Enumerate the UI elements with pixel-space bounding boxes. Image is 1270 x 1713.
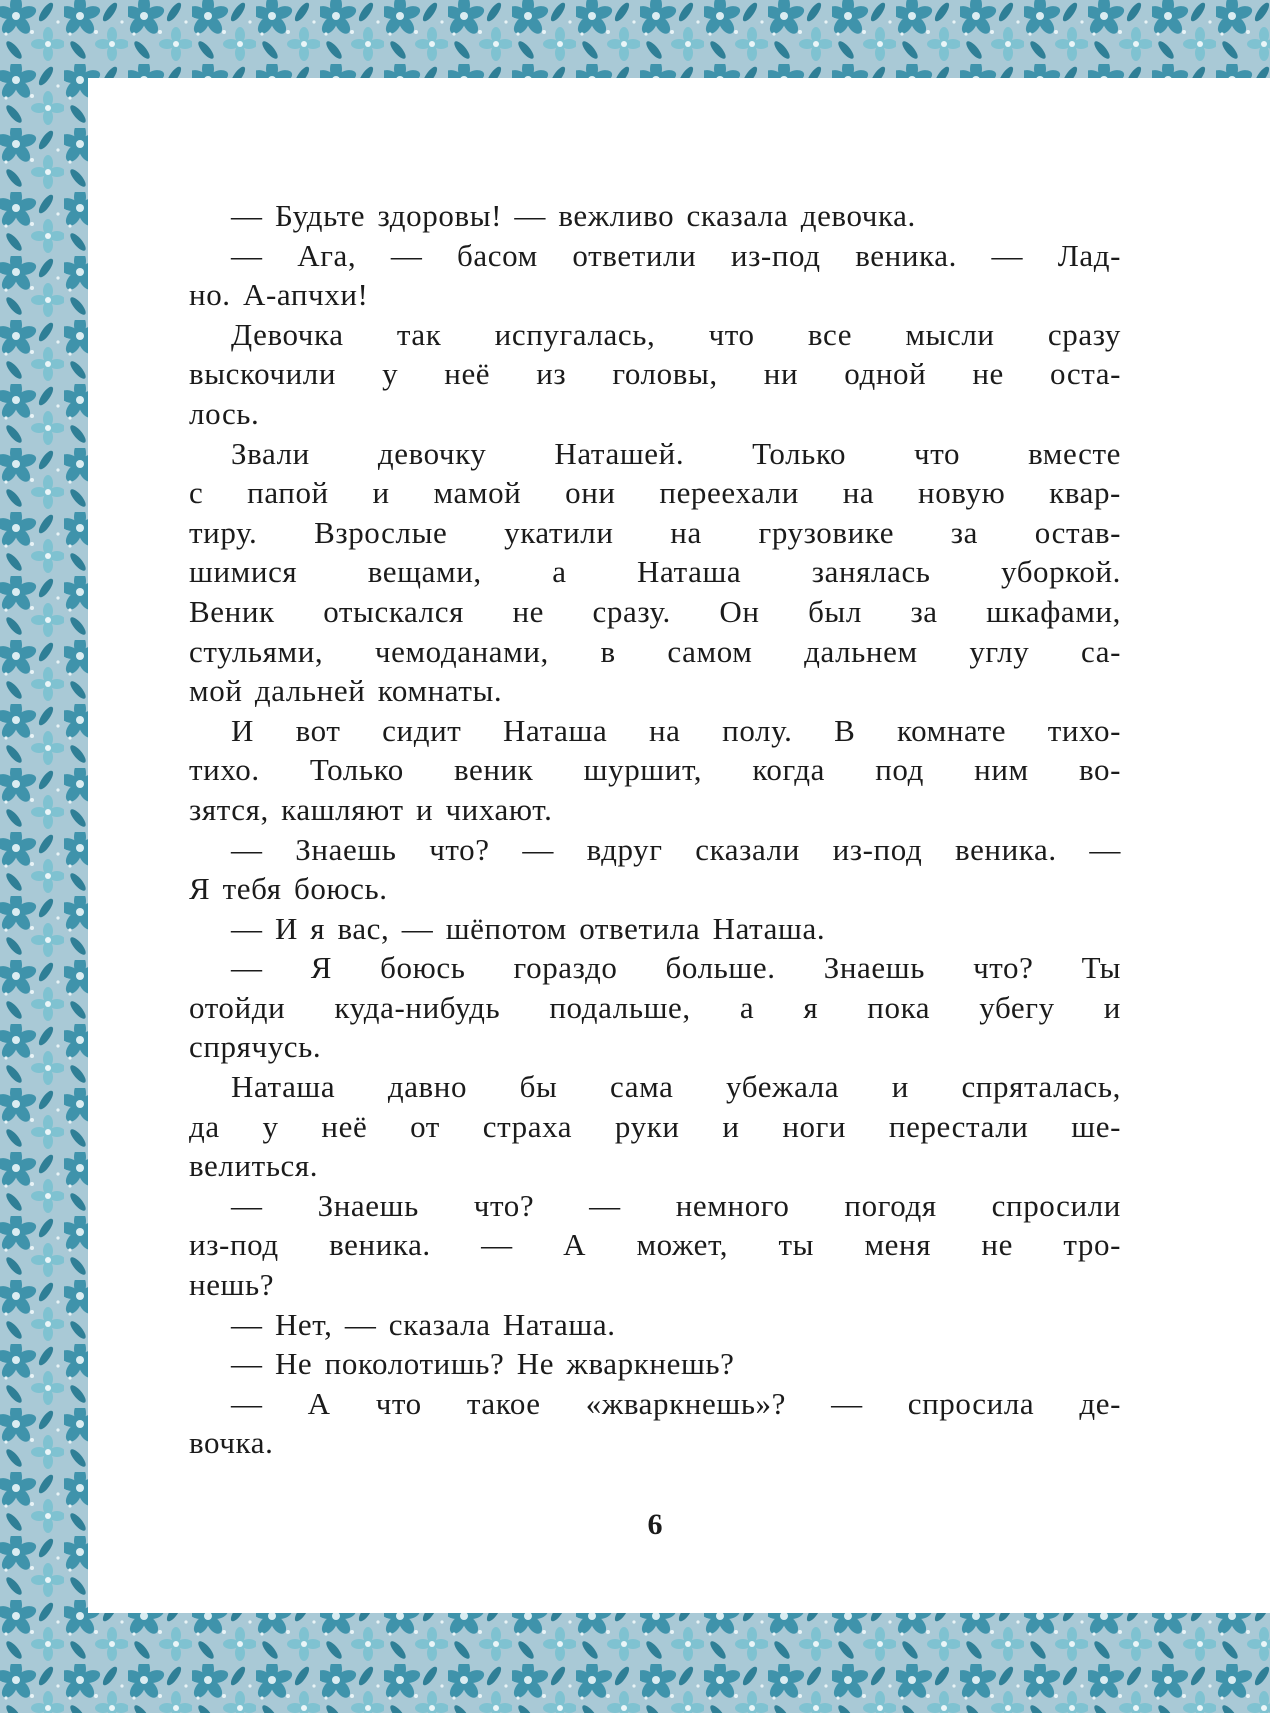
- paragraph: [189, 1186, 1121, 1305]
- paragraph: [189, 1344, 1121, 1384]
- text-line: — Не поколотишь? Не жваркнешь?: [231, 1346, 735, 1382]
- paragraph: [189, 1067, 1121, 1186]
- text-line: — И я вас, — шёпотом ответила Наташа.: [231, 910, 826, 946]
- text-line: Я тебя боюсь.: [189, 871, 388, 907]
- text-line: с папой и мамой они переехали на новую квар-: [189, 475, 1121, 511]
- text-line: выскочили у неё из головы, ни одной не оста-: [189, 356, 1121, 392]
- text-line: нешь?: [189, 1267, 275, 1303]
- text-line: Веник отыскался не сразу. Он был за шкафами,: [189, 593, 1121, 629]
- story-text: [189, 196, 1121, 1463]
- text-line: — Нет, — сказала Наташа.: [231, 1306, 616, 1342]
- text-line: отойди куда-нибудь подальше, а я пока убегу и: [189, 989, 1121, 1025]
- paragraph: [189, 711, 1121, 830]
- text-line: Наташа давно бы сама убежала и спряталась,: [231, 1069, 1121, 1105]
- page-number: 6: [647, 1508, 663, 1541]
- text-line: мой дальней комнаты.: [189, 673, 503, 709]
- paragraph: [189, 315, 1121, 434]
- paragraph: [189, 236, 1121, 315]
- text-line: да у неё от страха руки и ноги перестали ше-: [189, 1108, 1121, 1144]
- text-line: — Будьте здоровы! — вежливо сказала девочка.: [231, 198, 916, 233]
- paragraph: [189, 196, 1121, 236]
- text-line: — Знаешь что? — вдруг сказали из-под веника. —: [231, 831, 1121, 867]
- text-line: — А что такое «жваркнешь»? — спросила де-: [231, 1385, 1121, 1421]
- text-line: И вот сидит Наташа на полу. В комнате тихо-: [231, 712, 1121, 748]
- text-line: — Я боюсь гораздо больше. Знаешь что? Ты: [231, 950, 1121, 986]
- paragraph: [189, 830, 1121, 909]
- text-line: но. А-апчхи!: [189, 277, 369, 313]
- text-line: Девочка так испугалась, что все мысли сразу: [231, 316, 1121, 352]
- text-line: зятся, кашляют и чихают.: [189, 791, 553, 827]
- text-line: стульями, чемоданами, в самом дальнем углу са-: [189, 633, 1121, 669]
- text-line: велиться.: [189, 1148, 319, 1184]
- text-line: тихо. Только веник шуршит, когда под ним во-: [189, 752, 1121, 788]
- paragraph: [189, 434, 1121, 711]
- text-line: — Ага, — басом ответили из-под веника. — Лад-: [231, 237, 1121, 273]
- text-line: Звали девочку Наташей. Только что вместе: [231, 435, 1121, 471]
- paragraph: [189, 1305, 1121, 1345]
- text-line: тиру. Взрослые укатили на грузовике за остав-: [189, 514, 1121, 550]
- text-line: — Знаешь что? — немного погодя спросили: [231, 1187, 1121, 1223]
- paragraph: [189, 948, 1121, 1067]
- paragraph: [189, 1384, 1121, 1463]
- text-line: из-под веника. — А может, ты меня не тро-: [189, 1227, 1121, 1263]
- text-line: вочка.: [189, 1425, 274, 1461]
- text-line: спрячусь.: [189, 1029, 322, 1065]
- text-line: шимися вещами, а Наташа занялась уборкой.: [189, 554, 1121, 590]
- paragraph: [189, 909, 1121, 949]
- text-line: лось.: [189, 395, 260, 431]
